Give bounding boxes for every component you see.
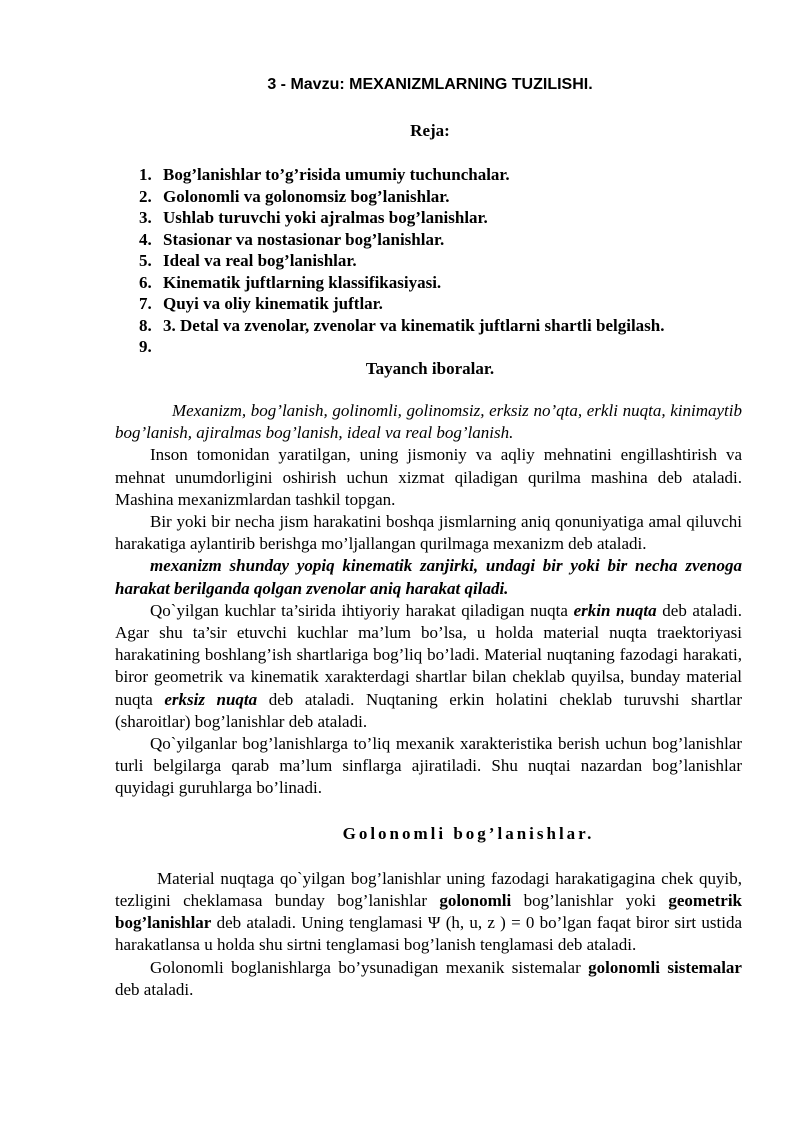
- plan-item-number: 4.: [139, 229, 152, 249]
- plan-item-text: Kinematik juftlarning klassifikasiyasi.: [163, 272, 442, 292]
- term-geometrik: geometrik bog’lanishlar: [115, 891, 743, 933]
- plan-item-text: Stasionar va nostasionar bog’lanishlar.: [163, 229, 445, 249]
- paragraph-erkin-nuqta: [115, 600, 742, 733]
- keywords-paragraph: Mexanizm, bog’lanish, golinomli, golinomsiz, erksiz no’qta, erkli nuqta, kinimaytib bog’lanish, ajiralmas bog’lanish, ideal va real bog’lanish.: [115, 401, 742, 443]
- text-run: Qo`yilgan kuchlar ta’sirida ihtiyoriy harakat qiladigan nuqta: [150, 600, 574, 620]
- plan-item-number: 8.: [139, 315, 152, 335]
- term-golonomli-sistemalar: golonomli sistemalar: [588, 957, 742, 977]
- plan-item-number: 9.: [139, 337, 152, 356]
- plan-item: [139, 164, 665, 186]
- paragraph-sinflar: Qo`yilganlar bog’lanishlarga to’liq mexanik xarakteristika berish uchun bog’lanishlar turli belgilarga qarab ma’lum sinflarga ajiratiladi. Shu nuqtai nazardan bog’lanishlar quyidagi guruhlarga bo’linadi.: [115, 734, 742, 798]
- plan-item-number: 3.: [139, 208, 152, 227]
- plan-item: [139, 186, 665, 208]
- term-erksiz-nuqta: erksiz nuqta: [164, 689, 258, 709]
- plan-item: [139, 272, 665, 294]
- plan-item: [139, 207, 665, 229]
- plan-item: [139, 315, 665, 337]
- term-golonomli: golonomli: [439, 891, 512, 911]
- text-run: deb ataladi. Uning tenglamasi Ψ (h, u, z ) = 0 bo’lgan faqat biror sirt ustida harakatlansa u holda shu sirtni tenglamasi bog’lanish tenglamasi deb ataladi.: [115, 913, 742, 955]
- page-title: 3 - Mavzu: MEXANIZMLARNING TUZILISHI.: [267, 76, 593, 93]
- text-run: Material nuqtaga qo`yilgan bog’lanishlar uning fazodagi harakatigagina chek quyib, tezligini cheklamasa bunday bog’lanishlar: [115, 868, 742, 911]
- plan-item-text: Ushlab turuvchi yoki ajralmas bog’lanishlar.: [163, 208, 488, 227]
- plan-item-text: Quyi va oliy kinematik juftlar.: [163, 294, 383, 313]
- plan-heading: Reja:: [410, 121, 450, 140]
- plan-item-text: Bog’lanishlar to’g’risida umumiy tuchunchalar.: [163, 165, 510, 184]
- text-run: bog’lanishlar yoki: [511, 891, 669, 911]
- plan-item-number: 2.: [139, 186, 152, 206]
- plan-item-number: 5.: [139, 251, 152, 270]
- plan-item-text: Golonomli va golonomsiz bog’lanishlar.: [163, 186, 450, 206]
- plan-item: [139, 336, 665, 358]
- section-subheading: Golonomli bog’lanishlar.: [342, 823, 595, 843]
- plan-item: [139, 293, 665, 315]
- mechanism-definition: mexanizm shunday yopiq kinematik zanjirki, undagi bir yoki bir necha zvenoga harakat berilganda qolgan zvenolar aniq harakat qiladi.: [115, 556, 742, 598]
- term-erkin-nuqta: erkin nuqta: [573, 600, 657, 620]
- plan-item: [139, 250, 665, 272]
- text-run: Golonomli boglanishlarga bo’ysunadigan mexanik sistemalar: [150, 957, 589, 977]
- plan-item-number: 6.: [139, 272, 152, 292]
- text-run: deb ataladi. Agar shu ta’sir etuvchi kuchlar ma’lum bo’lsa, u holda material nuqta traektoriyasi harakatining boshlang’ish shartlariga bog’liq bo’ladi. Material nuqtaning fazodagi harakati, biror geometrik va kinematik xarakterdagi shartlar bilan cheklab quyilsa, bunday material nuqta: [115, 600, 742, 709]
- keywords-heading: Tayanch iboralar.: [365, 359, 495, 378]
- plan-item-number: 1.: [139, 165, 152, 184]
- plan-item-number: 7.: [139, 294, 152, 313]
- paragraph-sistemalar: [115, 957, 742, 1001]
- plan-item: [139, 229, 665, 251]
- paragraph-mexanizm: Bir yoki bir necha jism harakatini boshqa jismlarning aniq qonuniyatiga amal qiluvchi harakatiga aylantirib berishga mo’ljallangan qurilmaga mexanizm deb ataladi.: [115, 512, 742, 554]
- plan-item-text: Ideal va real bog’lanishlar.: [163, 251, 357, 270]
- body-text: [115, 400, 742, 1001]
- plan-item-text: 3. Detal va zvenolar, zvenolar va kinematik juftlarni shartli belgilash.: [163, 315, 665, 335]
- text-run: deb ataladi. Nuqtaning erkin holatini cheklab turuvshi shartlar (sharoitlar) bog’lanishlar deb ataladi.: [115, 689, 743, 731]
- text-run: deb ataladi.: [115, 979, 194, 999]
- plan-list: [139, 164, 665, 358]
- paragraph-golonomli: [115, 868, 742, 957]
- paragraph-mashina: Inson tomonidan yaratilgan, uning jismoniy va aqliy mehnatini engillashtirish va mehnat unumdorligini oshirish uchun xizmat qiladigan qurilma mashina deb ataladi. Mashina mexanizmlardan tashkil topgan.: [115, 445, 742, 509]
